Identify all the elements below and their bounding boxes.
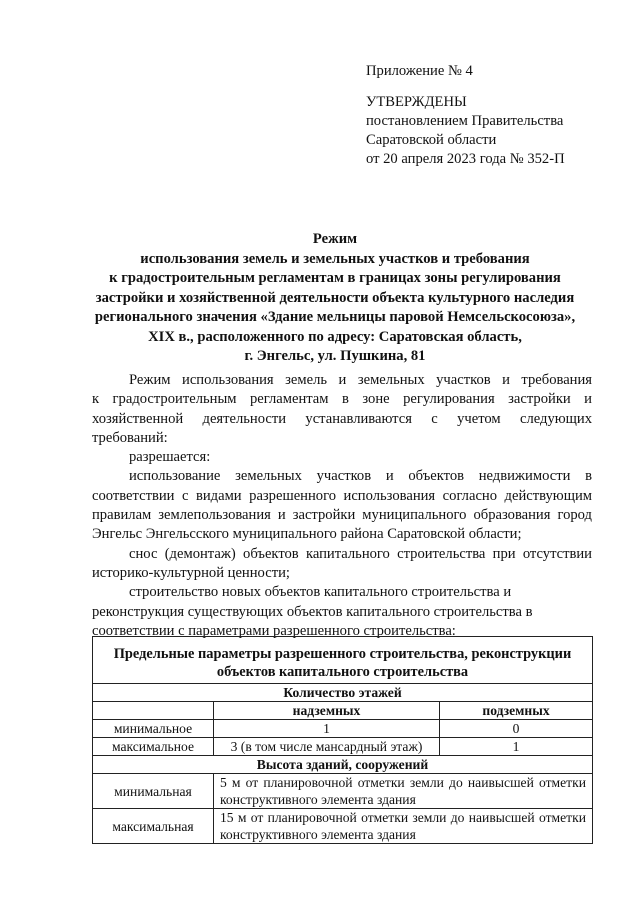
col-below-ground: подземных: [440, 702, 593, 720]
intro-first-line: Режим использования земель и земельных участков и требования: [129, 372, 592, 388]
above-value: 3 (в том числе мансардный этаж): [214, 738, 440, 756]
table-header: Предельные параметры разрешенного строительства, реконструкции объектов капитального строительства: [93, 637, 593, 684]
approved-label: УТВЕРЖДЕНЫ: [366, 94, 467, 110]
allowed-label: разрешается:: [129, 449, 211, 466]
table-row: [93, 702, 593, 720]
document-title: [70, 230, 600, 367]
intro-paragraph: к градостроительным регламентам в зоне регулирования застройки и хозяйственной деятельности устанавливаются с учетом следующих требований:: [92, 391, 592, 446]
table-row: [93, 774, 593, 809]
table-row: [93, 809, 593, 844]
document-body: [92, 371, 592, 641]
height-value: 5 м от планировочной отметки земли до наивысшей отметки конструктивного элемента здания: [214, 774, 593, 809]
title-line: использования земель и земельных участков и требования: [140, 250, 530, 267]
row-label: максимальная: [93, 809, 214, 844]
row-label: минимальная: [93, 774, 214, 809]
row-label: максимальное: [93, 738, 214, 756]
below-value: 0: [440, 720, 593, 738]
paragraph-construction: строительство новых объектов капитального строительства и реконструкция существующих объектов капитального строительства в соответствии с параметрами разрешенного строительства:: [92, 584, 533, 639]
title-line: XIX в., расположенного по адресу: Саратовская область,: [148, 328, 522, 345]
below-value: 1: [440, 738, 593, 756]
paragraph-demolition: снос (демонтаж) объектов капитального строительства при отсутствии историко-культурной ценности;: [92, 545, 592, 581]
title-line: Режим: [312, 231, 358, 247]
appendix-number: Приложение № 4: [366, 63, 473, 79]
col-above-ground: надземных: [214, 702, 440, 720]
height-section-title: Высота зданий, сооружений: [93, 756, 593, 774]
approval-line-1: постановлением Правительства: [366, 113, 564, 129]
empty-cell: [93, 702, 214, 720]
title-line: регионального значения «Здание мельницы паровой Немсельскосоюза»,: [94, 309, 576, 325]
parameters-table: [92, 636, 593, 844]
approval-line-2: Саратовской области: [366, 132, 497, 148]
title-line: г. Энгельс, ул. Пушкина, 81: [244, 348, 426, 364]
title-line: к градостроительным регламентам в границах зоны регулирования: [109, 270, 561, 286]
paragraph-land-use: использование земельных участков и объектов недвижимости в соответствии с видами разрешенного использования согласно действующим правилам землепользования и застройки муниципального образования город Энгельс Энгельсского муниципального района Саратовской области;: [92, 468, 592, 543]
table-row: [93, 738, 593, 756]
table-row: [93, 720, 593, 738]
above-value: 1: [214, 720, 440, 738]
approval-line-3: от 20 апреля 2023 года № 352-П: [366, 151, 565, 167]
floors-section-title: Количество этажей: [93, 684, 593, 702]
height-value: 15 м от планировочной отметки земли до наивысшей отметки конструктивного элемента здания: [214, 809, 593, 844]
row-label: минимальное: [93, 720, 214, 738]
title-line: застройки и хозяйственной деятельности объекта культурного наследия: [95, 289, 575, 306]
approval-block: [366, 62, 565, 169]
